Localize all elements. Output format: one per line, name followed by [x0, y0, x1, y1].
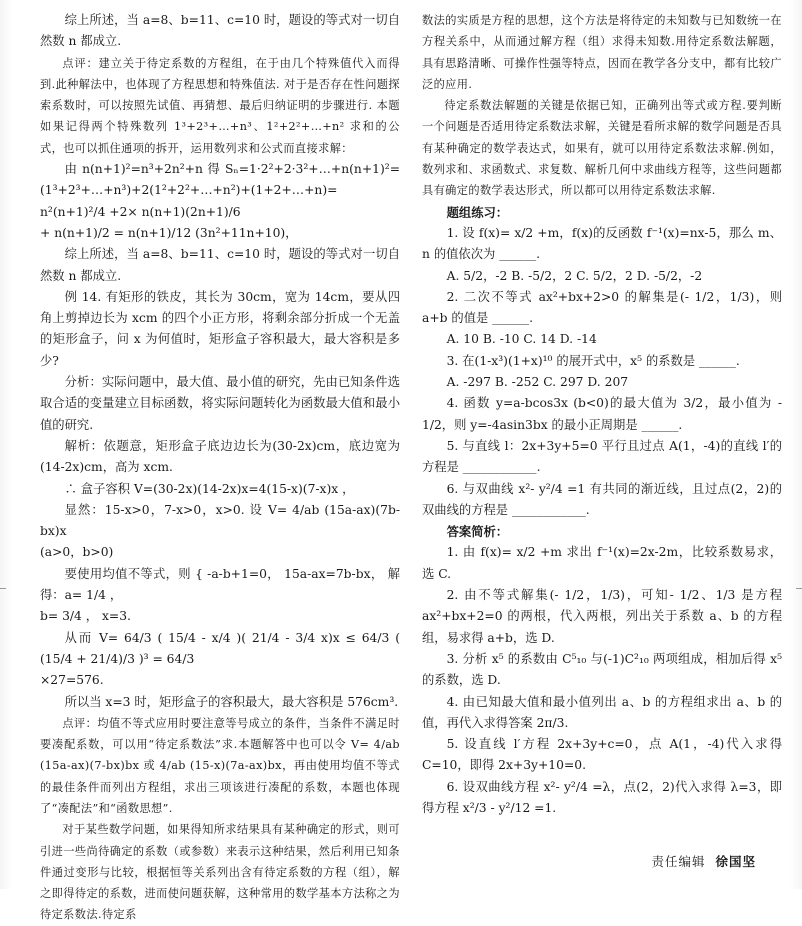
formula-line: 显然：15-x>0，7-x>0，x>0. 设 V= 4/ab (15a-ax)(7b-bx)x — [40, 502, 400, 539]
exercise-question: 5. 与直线 l：2x+3y+5=0 平行且过点 A(1，-4)的直线 l′的方程是 ____________. — [422, 438, 782, 475]
page-left-edge — [0, 0, 12, 889]
equation-system-line: 要使用均值不等式，则 { -a-b+1=0， 15a-ax=7b-bx， 解得：a= 1/4 ， — [40, 566, 400, 603]
comment-paragraph: 点评：均值不等式应用时要注意等号成立的条件，当条件不满足时要凑配系数，可以用“待定系数法”求.本题解答中也可以令 V= 4/ab (15a-ax)(7-bx)bx 或 4/ab (15-x)(7a-ax)bx，再由使用均值不等式的最佳条件而列出方程组，求出三项该进行凑配的系数，本题也体现了“凑配法”和“函数思想”. — [40, 716, 400, 815]
crop-mark-left — [0, 588, 6, 589]
page-right-edge — [790, 0, 802, 889]
exercise-question: 2. 二次不等式 ax²+bx+2>0 的解集是(- 1/2，1/3)，则 a+b 的值是 ______. — [422, 289, 782, 326]
solution-paragraph: 解析：依题意，矩形盒子底边边长为(30-2x)cm，底边宽为(14-2x)cm，高为 xcm. — [40, 438, 400, 475]
method-paragraph: 待定系数法解题的关键是依据已知，正确列出等式或方程.要判断一个问题是否适用待定系数法求解，关键是看所求解的数学问题是否具有某种确定的数学表达式，如果有，就可以用待定系数法求解.例如，数列求和、求函数式、求复数、解析几何中求曲线方程等，这些问题都具有确定的数学表达形式，所以都可以用待定系数法求解. — [422, 99, 782, 198]
answer-item: 2. 由不等式解集(- 1/2，1/3)，可知- 1/2、1/3 是方程 ax²+bx+2=0 的两根，代入两根，列出关于系数 a、b 的方程组，易求得 a+b，选 D. — [422, 588, 782, 645]
answer-item: 5. 设直线 l′方程 2x+3y+c=0，点 A(1，-4)代入求得 C=10，即得 2x+3y+10=0. — [422, 737, 782, 773]
exercise-question: 3. 在(1-x³)(1+x)¹⁰ 的展开式中，x⁵ 的系数是 ______. — [446, 353, 740, 368]
crop-mark-right — [796, 588, 802, 589]
exercise-heading: 题组练习： — [446, 204, 509, 220]
exercise-question: 6. 与双曲线 x²- y²/4 =1 有共同的渐近线，且过点(2，2)的双曲线的方程是 ____________. — [422, 481, 782, 517]
right-column — [422, 10, 782, 819]
paragraph: 综上所述，当 a=8、b=11、c=10 时，题设的等式对一切自然数 n 都成立. — [40, 247, 400, 283]
exercise-question: 1. 设 f(x)= x/2 +m，f(x)的反函数 f⁻¹(x)=nx-5，那么 m、n 的值依次为 ______. — [422, 225, 782, 262]
formula-paragraph: 由 n(n+1)²=n³+2n²+n 得 Sₙ=1·2²+2·3²+…+n(n+1)²=(1³+2³+…+n³)+2(1²+2²+…+n²)+(1+2+…+n)= n²(n+1)²/4 +2× n(n+1)(2n+1)/6 — [40, 162, 400, 219]
answer-item: 3. 分析 x⁵ 的系数由 C⁵₁₀ 与(-1)C²₁₀ 两项组成，相加后得 x⁵ 的系数，选 D. — [422, 651, 782, 688]
editor-credit — [651, 852, 756, 870]
analysis-paragraph: 分析：实际问题中，最大值、最小值的研究，先由已知条件选取合适的变量建立目标函数，将实际问题转化为函数最大值和最小值的研究. — [40, 375, 400, 432]
paragraph: 综上所述，当 a=8、b=11、c=10 时，题设的等式对一切自然数 n 都成立. — [40, 13, 400, 49]
exercise-options: A. -297 B. -252 C. 297 D. 207 — [446, 375, 629, 390]
editor-name: 徐国坚 — [715, 854, 756, 869]
answer-item: 4. 由已知最大值和最小值列出 a、b 的方程组求出 a、b 的值，再代入求得答案 2π/3. — [422, 694, 782, 730]
exercise-options: A. 10 B. -10 C. 14 D. -14 — [446, 332, 597, 347]
editor-role: 责任编辑 — [651, 854, 706, 869]
method-paragraph: 数法的实质是方程的思想，这个方法是将待定的未知数与已知数统一在方程关系中，从而通过解方程（组）求得未知数.用待定系数法解题，具有思路清晰、可操作性强等特点，因而在教学各分支中，都有比较广泛的应用. — [422, 14, 782, 91]
exercise-options: A. 5/2，-2 B. -5/2，2 C. 5/2，2 D. -5/2，-2 — [446, 268, 703, 283]
example-14-problem: 例 14. 有矩形的铁皮，其长为 30cm，宽为 14cm，要从四角上剪掉边长为 xcm 的四个小正方形，将剩余部分折成一个无盖的矩形盒子，问 x 为何值时，矩形盒子容积最大，最大容积是多少? — [40, 289, 400, 368]
conclusion-paragraph: 所以当 x=3 时，矩形盒子的容积最大，最大容积是 576cm³. — [64, 694, 399, 709]
formula-continuation: + n(n+1)/2 = n(n+1)/12 (3n²+11n+10)， — [40, 225, 298, 240]
exercise-question: 4. 函数 y=a-bcos3x (b<0)的最大值为 3/2，最小值为 - 1/2，则 y=-4asin3bx 的最小正周期是 ______. — [422, 396, 782, 432]
left-column — [40, 10, 400, 926]
answer-item: 6. 设双曲线方程 x²- y²/4 =λ，点(2，2)代入求得 λ=3，即得方程 x²/3 - y²/12 =1. — [422, 779, 782, 815]
answer-item: 1. 由 f(x)= x/2 +m 求出 f⁻¹(x)=2x-2m，比较系数易求，选 C. — [422, 545, 782, 581]
formula-line: ×27=576. — [40, 673, 104, 688]
formula-line: 从而 V= 64/3 ( 15/4 - x/4 )( 21/4 - 3/4 x)x ≤ 64/3 ( (15/4 + 21/4)/3 )³ = 64/3 — [40, 630, 400, 666]
formula-line: (a>0，b>0) — [40, 545, 114, 560]
method-paragraph: 对于某些数学问题，如果得知所求结果具有某种确定的形式，则可引进一些尚待确定的系数（或参数）来表示这种结果，然后利用已知条件通过变形与比较，根据恒等关系列出含有待定系数的方程（组），解之即得待定的系数，进而使问题获解，这种常用的数学基本方法称之为待定系数法.待定系 — [40, 823, 400, 922]
answers-heading: 答案简析： — [446, 524, 509, 540]
comment-paragraph: 点评：建立关于待定系数的方程组，在于由几个特殊值代入而得到.此种解法中，也体现了方程思想和特殊值法. 对于是否存在性问题探索系数时，可以按照先试值、再猜想、最后归纳证明的步骤进行. 本题如果记得两个特殊数列 1³+2³+…+n³、1²+2²+…+n² 求和的公式，也可以抓住通项的拆开，运用数列求和公式而直接求解： — [40, 56, 400, 155]
formula-line: ∴ 盒子容积 V=(30-2x)(14-2x)x=4(15-x)(7-x)x ， — [64, 481, 355, 496]
formula-line: b= 3/4 ， x=3. — [40, 609, 131, 624]
